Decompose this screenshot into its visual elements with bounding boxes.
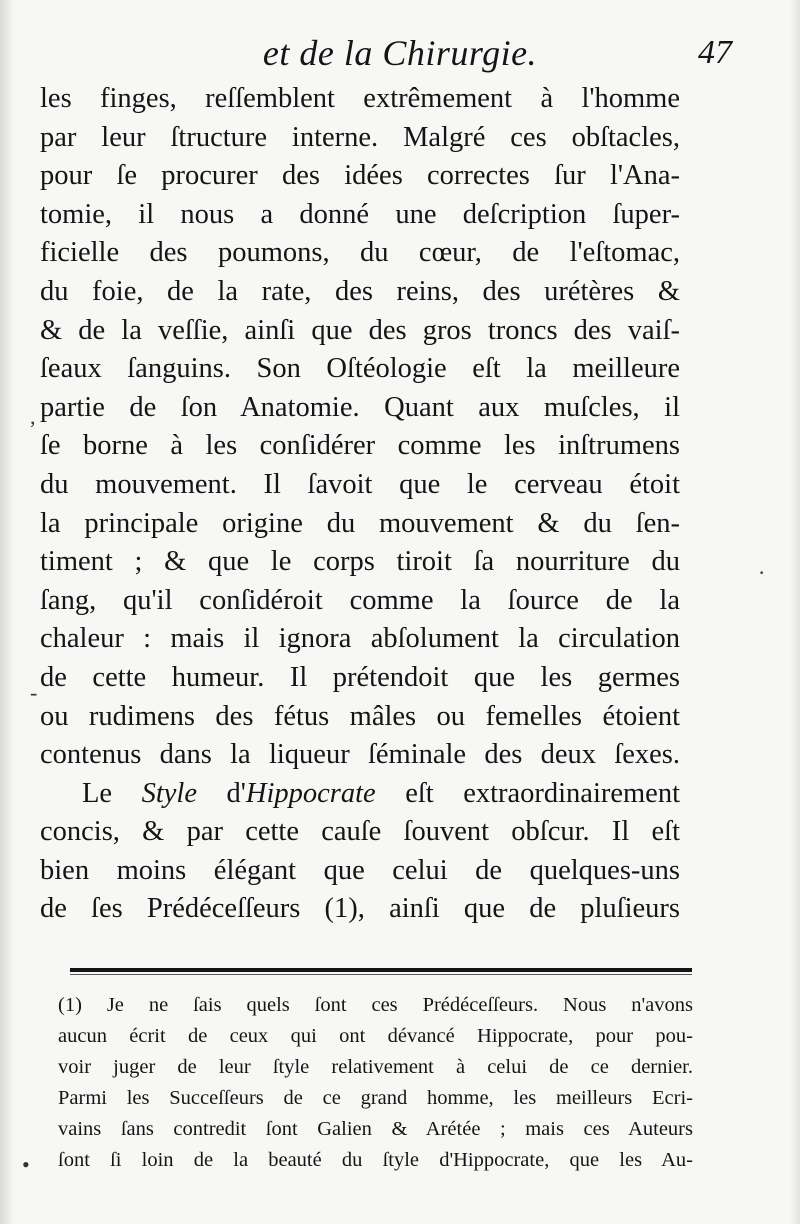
footnote-line: voir juger de leur ſtyle relativement à celui de ce dernier. [58, 1056, 693, 1078]
footnote-line: vains ſans contredit ſont Galien & Arétée ; mais ces Auteurs [58, 1118, 693, 1140]
text-line: ſe borne à les conſidérer comme les inſtrumens [40, 430, 680, 462]
text-line: tomie, il nous a donné une deſcription ſuper- [40, 198, 680, 230]
margin-speck: · [758, 560, 766, 585]
text-segment: d' [196, 777, 246, 809]
italic-word-style: Style [141, 777, 197, 809]
text-line: concis, & par cette cauſe ſouvent obſcur. Il eſt [40, 816, 680, 848]
running-head-title: et de la Chirurgie. [262, 33, 538, 73]
main-text [40, 80, 680, 929]
text-line: de cette humeur. Il prétendoit que les germes [40, 661, 680, 693]
text-segment: eſt extraordinairement [375, 777, 680, 809]
text-line: timent ; & que le corps tiroit ſa nourriture du [40, 546, 680, 578]
text-line: la principale origine du mouvement & du ſen- [40, 507, 680, 539]
footnote-rule [70, 968, 692, 972]
text-line: ſang, qu'il conſidéroit comme la ſource de la [40, 584, 680, 616]
text-line: les finges, reſſemblent extrêmement à l'homme [40, 83, 680, 114]
running-head [40, 32, 770, 84]
text-line: de ſes Prédéceſſeurs (1), ainſi que de pluſieurs [40, 893, 680, 925]
text-segment: Le [82, 777, 142, 809]
footnote-line: (1) Je ne ſais quels ſont ces Prédéceſſeurs. Nous n'avons [58, 994, 693, 1016]
margin-speck: , [30, 404, 36, 429]
text-line: du foie, de la rate, des reins, des urétères & [40, 275, 680, 307]
paragraph-opening-line [40, 775, 680, 814]
footnote-line: Parmi les Succeſſeurs de ce grand homme, les meilleurs Ecri- [58, 1087, 693, 1109]
text-line: ficielle des poumons, du cœur, de l'eſtomac, [40, 237, 680, 269]
text-line: pour ſe procurer des idées correctes ſur l'Ana- [40, 160, 680, 192]
text-line: & de la veſſie, ainſi que des gros troncs des vaiſ- [40, 314, 680, 346]
italic-word-author: Hippocrate [245, 777, 376, 809]
text-line: bien moins élégant que celui de quelques-uns [40, 854, 680, 886]
footnote-line: aucun écrit de ceux qui ont dévancé Hippocrate, pour pou- [58, 1025, 693, 1047]
text-line: par leur ſtructure interne. Malgré ces obſtacles, [40, 121, 680, 153]
page-edge-shadow-right [790, 0, 800, 1224]
text-line: partie de ſon Anatomie. Quant aux muſcles, il [40, 391, 680, 423]
footnote-rule-thin [70, 974, 692, 975]
footnote [58, 990, 693, 1176]
footnote-line: ſont ſi loin de la beauté du ſtyle d'Hippocrate, que les Au- [58, 1149, 693, 1171]
text-line: ſeaux ſanguins. Son Oſtéologie eſt la meilleure [40, 353, 680, 385]
margin-speck: • [22, 1152, 30, 1177]
page-number: 47 [698, 34, 732, 71]
text-line: contenus dans la liqueur ſéminale des deux ſexes. [40, 739, 680, 771]
page-edge-shadow-left [0, 0, 14, 1224]
margin-speck: - [30, 680, 38, 705]
text-line: ou rudimens des fétus mâles ou femelles étoient [40, 700, 680, 732]
text-line: chaleur : mais il ignora abſolument la circulation [40, 623, 680, 655]
text-line: du mouvement. Il ſavoit que le cerveau étoit [40, 468, 680, 500]
